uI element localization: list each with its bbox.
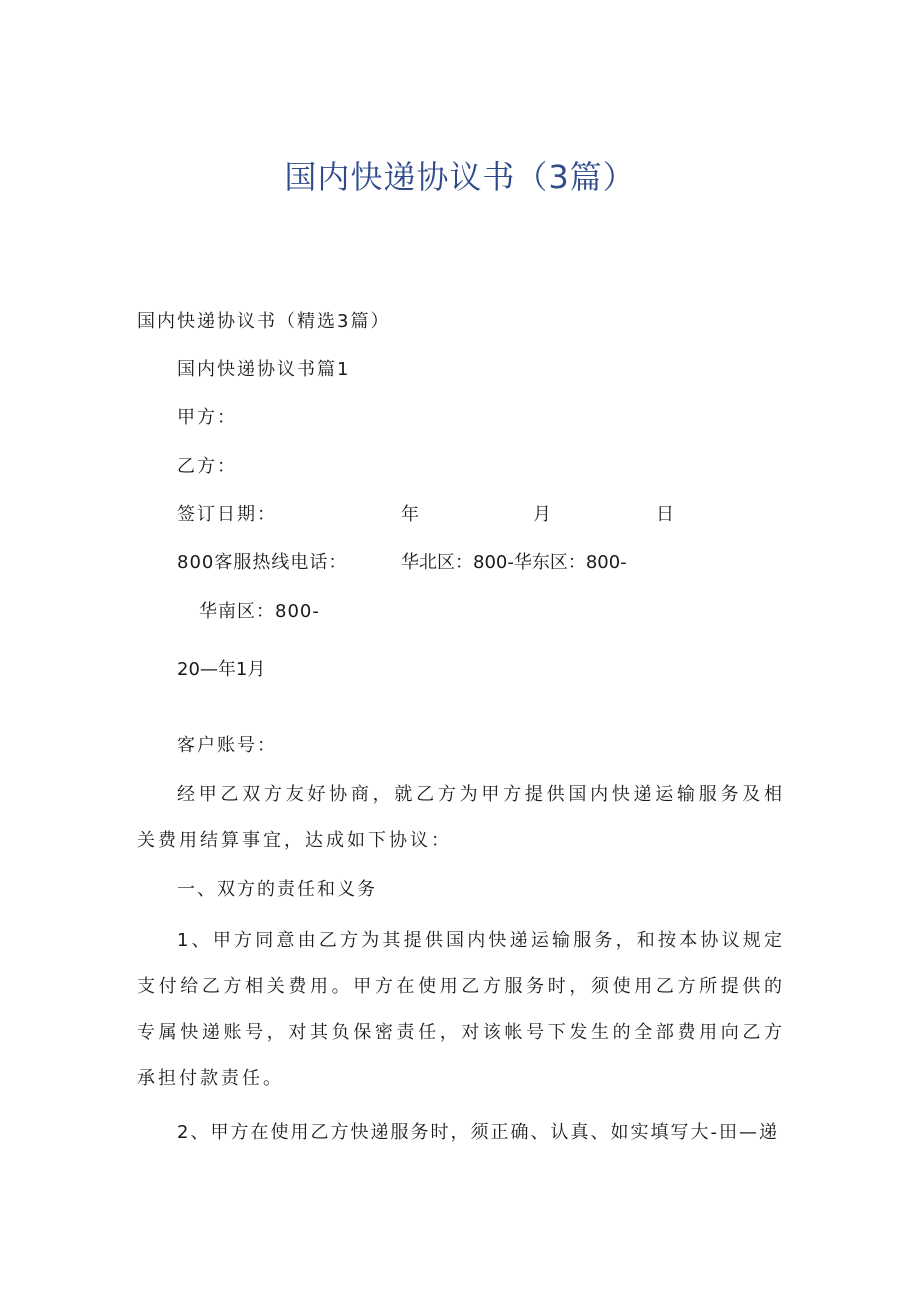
intro-paragraph: 经甲乙双方友好协商，就乙方为甲方提供国内快递运输服务及相关费用结算事宜，达成如下协议：: [137, 784, 785, 851]
document-title: 国内快递协议书（3篇）: [284, 158, 636, 196]
hotline-south: 华南区：800-: [199, 601, 320, 622]
party-b-label: 乙方：: [177, 456, 237, 477]
sign-date-month: 月: [533, 504, 551, 525]
clause-2: 2、甲方在使用乙方快递服务时，须正确、认真、如实填写大-田—递: [177, 1122, 779, 1143]
date-line: 20—年1月: [177, 659, 266, 680]
clause-heading: 一、双方的责任和义务: [177, 879, 377, 900]
section-heading: 国内快递协议书篇1: [177, 359, 351, 380]
customer-account-label: 客户账号：: [177, 735, 277, 756]
clause-1: 1、甲方同意由乙方为其提供国内快递运输服务，和按本协议规定支付给乙方相关费用。甲方在使用乙方服务时，须使用乙方所提供的专属快递账号，对其负保密责任，对该帐号下发生的全部费用向乙方承担付款责任。: [137, 930, 785, 1089]
hotline-label: 800客服热线电话：: [177, 552, 348, 573]
hotline-north-east: 华北区：800-华东区：800-: [401, 552, 627, 573]
document-subtitle: 国内快递协议书（精选3篇）: [137, 311, 391, 332]
sign-date-year: 年: [401, 504, 419, 525]
party-a-label: 甲方：: [177, 407, 237, 428]
sign-date-label: 签订日期：: [177, 504, 277, 525]
sign-date-day: 日: [656, 504, 674, 525]
